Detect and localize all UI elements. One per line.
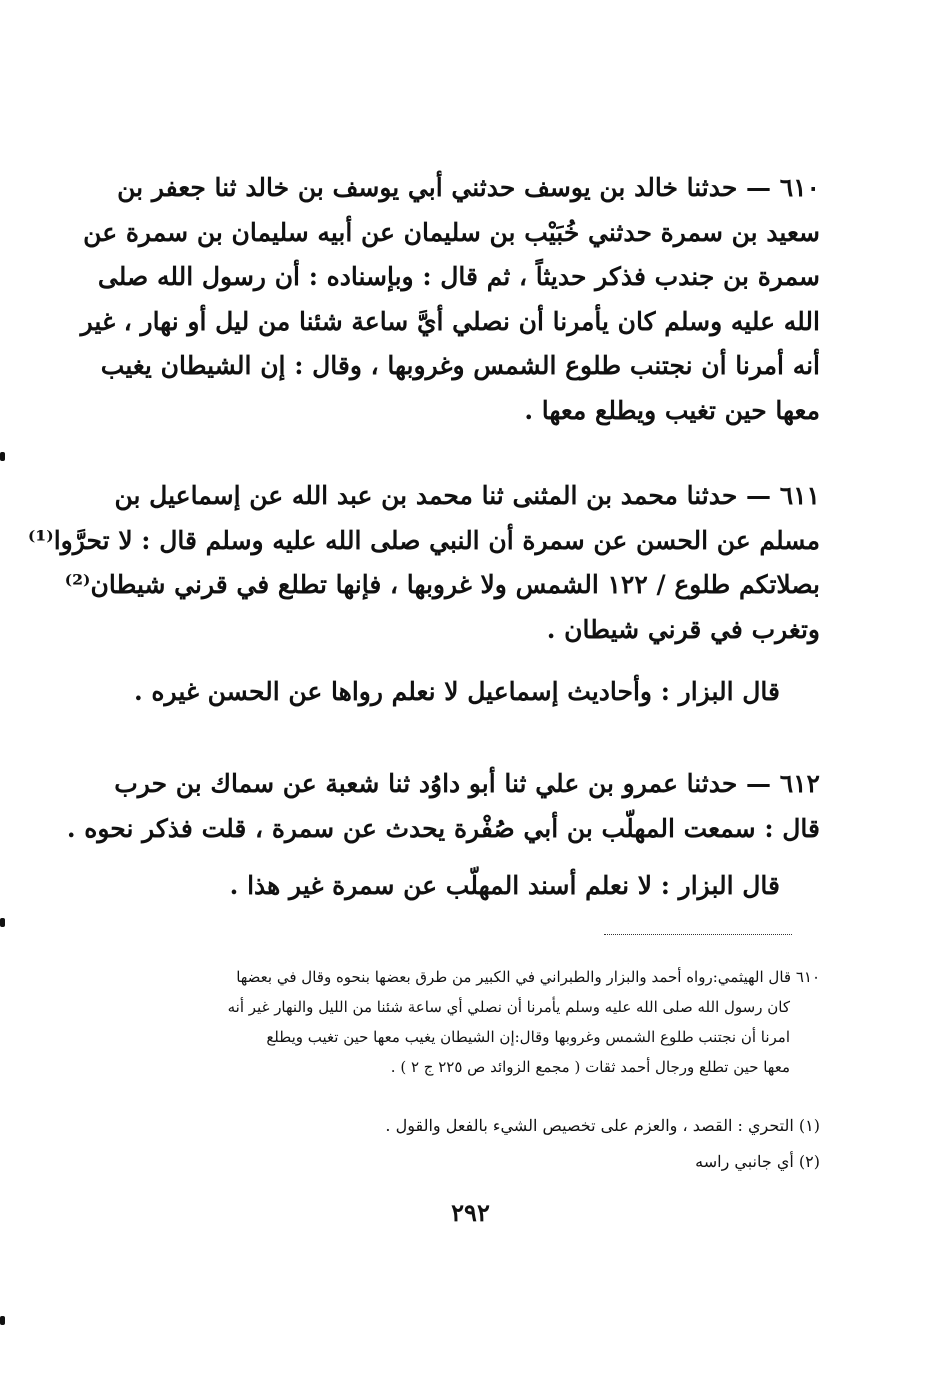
text-line: ٦١٠ — حدثنا خالد بن يوسف حدثني أبي يوسف بن خالد ثنا جعفر بن bbox=[117, 173, 820, 202]
text-line: الله عليه وسلم كان يأمرنا أن نصلي أيَّ ساعة شئنا من ليل أو نهار ، غير bbox=[80, 306, 820, 336]
text-line: ٦١٢ — حدثنا عمرو بن علي ثنا أبو داوُد ثنا شعبة عن سماك بن حرب bbox=[114, 769, 820, 798]
page-number: ٢٩٢ bbox=[451, 1198, 490, 1227]
footnote-2 bbox=[118, 1147, 820, 1177]
text-line: ٦١١ — حدثنا محمد بن المثنى ثنا محمد بن عبد الله عن إسماعيل بن bbox=[114, 481, 820, 510]
hadith-611 bbox=[27, 474, 820, 652]
footnote-1 bbox=[118, 1111, 820, 1141]
footnote-line: (٢) أي جانبي راسه bbox=[695, 1152, 820, 1171]
footnote-line: امرنا أن نجتنب طلوع الشمس وغروبها وقال:إن الشيطان يغيب معها حين تغيب ويطلع bbox=[266, 1028, 790, 1046]
text-line: معها حين تغيب ويطلع معها . bbox=[524, 395, 820, 425]
bazzar-note-611 bbox=[118, 670, 820, 715]
text-line: قال : سمعت المهلّب بن أبي صُفْرة يحدث عن سمرة ، قلت فذكر نحوه . bbox=[66, 813, 820, 843]
text-line: سعيد بن سمرة حدثني خُبَيْب بن سليمان عن أبيه سليمان بن سمرة عن bbox=[83, 217, 820, 247]
footnote-line: معها حين تطلع ورجال أحمد ثقات ( مجمع الزوائد ص ٢٢٥ ج ٢ ) . bbox=[390, 1058, 790, 1076]
scan-mark bbox=[0, 1316, 5, 1325]
footnote-separator bbox=[604, 934, 792, 935]
footnote-line: (١) التحري : القصد ، والعزم على تخصيص الشيء بالفعل والقول . bbox=[385, 1116, 820, 1135]
text-line: قال البزار : وأحاديث إسماعيل لا نعلم رواها عن الحسن غيره . bbox=[134, 677, 780, 706]
text-line: وتغرب في قرني شيطان . bbox=[546, 614, 820, 644]
bazzar-note-612 bbox=[118, 864, 820, 909]
text-line: سمرة بن جندب فذكر حديثاً ، ثم قال : وبإسناده : أن رسول الله صلى bbox=[97, 262, 820, 291]
footnote-line: ٦١٠ قال الهيثمي:رواه أحمد والبزار والطبراني في الكبير من طرق بعضها بنحوه وقال في بعضها bbox=[236, 968, 820, 986]
text-line: بصلاتكم طلوع / ١٢٢ الشمس ولا غروبها ، فإنها تطلع في قرني شيطان⁽²⁾ bbox=[64, 570, 820, 599]
footnote-line: كان رسول الله صلى الله عليه وسلم يأمرنا أن نصلي أي ساعة شئنا من الليل والنهار غير أنه bbox=[227, 998, 790, 1016]
text-line: أنه أمرنا أن نجتنب طلوع الشمس وغروبها ، وقال : إن الشيطان يغيب bbox=[100, 351, 820, 380]
hadith-612 bbox=[66, 762, 820, 851]
footnote-610 bbox=[118, 962, 820, 1082]
hadith-610 bbox=[80, 166, 820, 433]
text-line: مسلم عن الحسن عن سمرة أن النبي صلى الله عليه وسلم قال : لا تحرَّوا⁽¹⁾ bbox=[27, 525, 820, 555]
scan-mark bbox=[0, 918, 5, 927]
scan-mark bbox=[0, 452, 5, 461]
text-line: قال البزار : لا نعلم أسند المهلّب عن سمرة غير هذا . bbox=[229, 871, 780, 900]
